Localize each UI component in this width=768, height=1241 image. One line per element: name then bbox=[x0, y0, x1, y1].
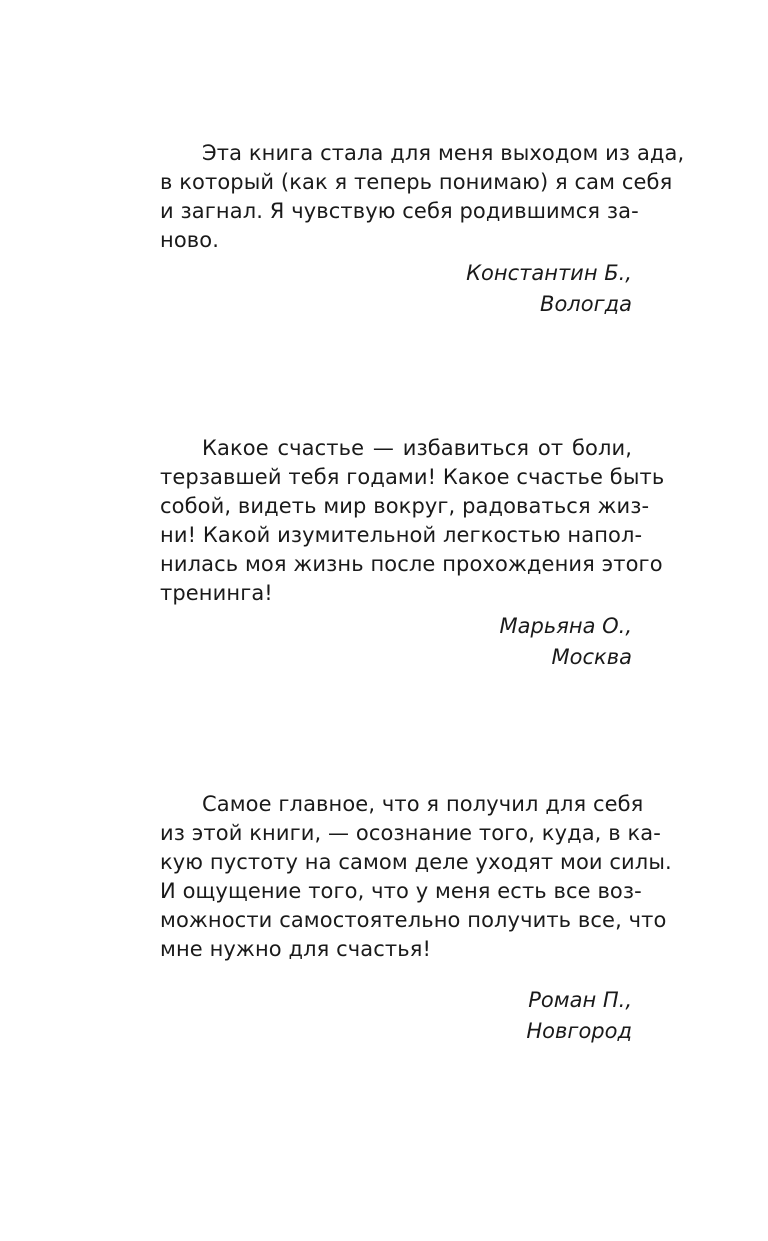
quote-line: И ощущение того, что у меня есть все воз- bbox=[160, 879, 642, 903]
testimonial-2 bbox=[160, 434, 665, 673]
testimonial-attribution bbox=[160, 258, 632, 320]
quote-line: Эта книга стала для меня выходом из ада, bbox=[202, 141, 685, 165]
quote-line: из этой книги, — осознание того, куда, в ка- bbox=[160, 821, 661, 845]
quote-line: ново. bbox=[160, 228, 219, 252]
author-city: Вологда bbox=[540, 292, 632, 316]
quote-line: и загнал. Я чувствую себя родившимся за- bbox=[160, 199, 639, 223]
quote-line: Самое главное, что я получил для себя bbox=[202, 792, 644, 816]
author-name: Роман П., bbox=[528, 988, 632, 1012]
testimonial-3 bbox=[160, 790, 672, 1047]
quote-line: терзавшей тебя годами! Какое счастье быть bbox=[160, 465, 665, 489]
quote-line: в который (как я теперь понимаю) я сам себя bbox=[160, 170, 673, 194]
testimonial-quote bbox=[160, 790, 672, 964]
testimonial-1 bbox=[160, 139, 685, 320]
author-name: Марьяна О., bbox=[499, 614, 632, 638]
author-city: Новгород bbox=[526, 1019, 632, 1043]
author-name: Константин Б., bbox=[466, 261, 632, 285]
quote-line: собой, видеть мир вокруг, радоваться жиз- bbox=[160, 494, 650, 518]
quote-line: кую пустоту на самом деле уходят мои силы. bbox=[160, 850, 672, 874]
testimonial-attribution bbox=[160, 985, 632, 1047]
testimonial-quote bbox=[160, 139, 685, 255]
quote-line: тренинга! bbox=[160, 581, 273, 605]
quote-line: ни! Какой изумительной легкостью напол- bbox=[160, 523, 643, 547]
quote-line: нилась моя жизнь после прохождения этого bbox=[160, 552, 663, 576]
author-city: Москва bbox=[551, 645, 632, 669]
testimonial-quote bbox=[160, 434, 665, 608]
quote-line: Какое счастье — избавиться от боли, bbox=[202, 436, 632, 460]
testimonial-attribution bbox=[160, 611, 632, 673]
quote-line: мне нужно для счастья! bbox=[160, 937, 431, 961]
quote-line: можности самостоятельно получить все, что bbox=[160, 908, 667, 932]
